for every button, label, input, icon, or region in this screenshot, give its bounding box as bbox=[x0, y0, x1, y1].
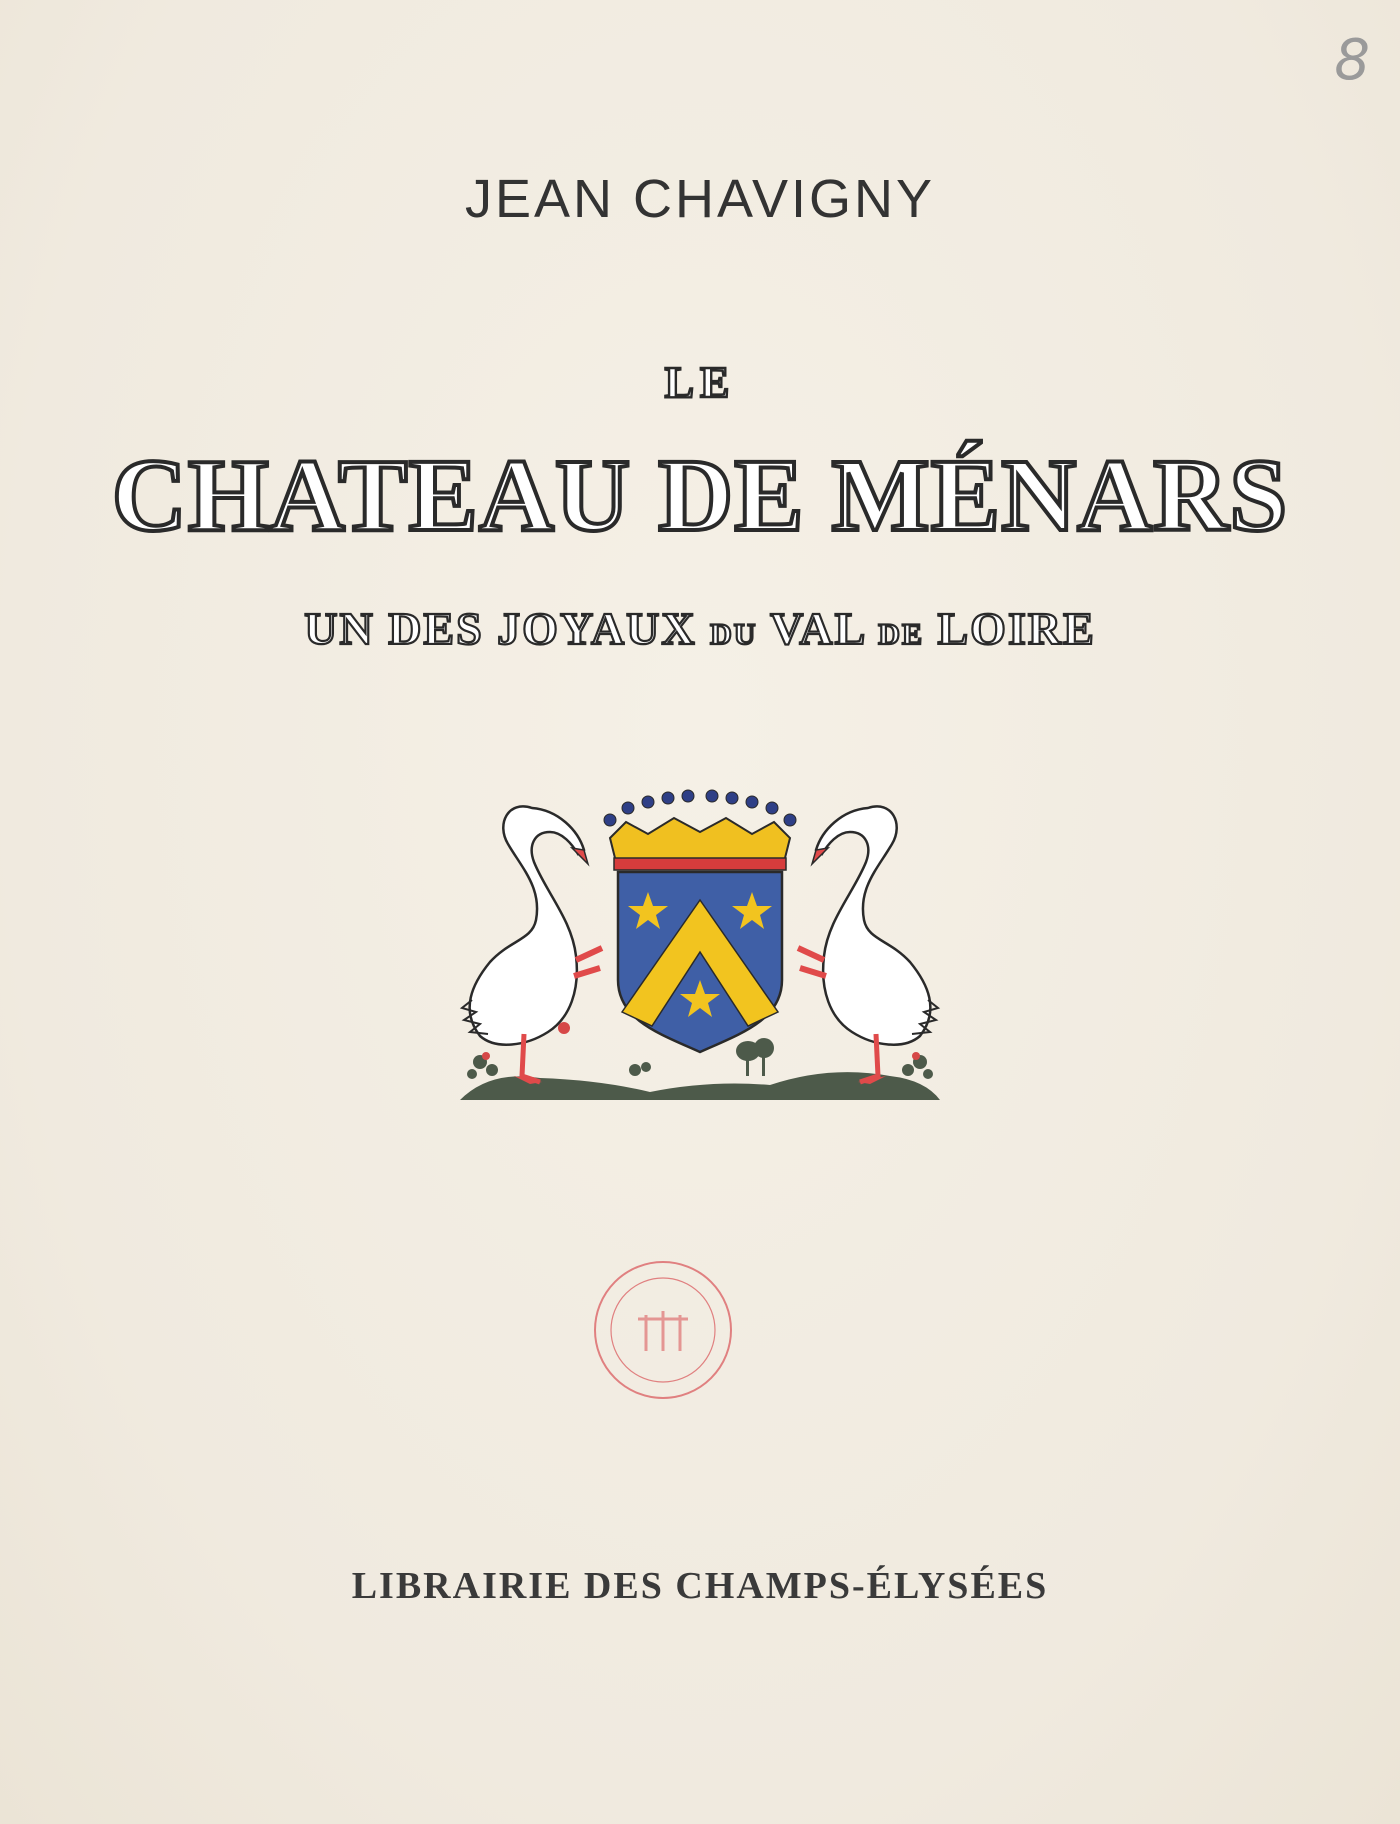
crown-icon bbox=[604, 790, 796, 870]
right-swan-icon bbox=[798, 806, 938, 1044]
subtitle-part: VAL bbox=[757, 603, 879, 654]
book-subtitle bbox=[0, 602, 1400, 655]
book-title: CHATEAU DE MÉNARS bbox=[111, 438, 1289, 553]
coat-of-arms bbox=[0, 780, 1400, 1115]
pencil-mark: 8 bbox=[1334, 28, 1370, 93]
library-stamp-icon bbox=[588, 1255, 738, 1405]
author-name: JEAN CHAVIGNY bbox=[464, 169, 936, 229]
shield-icon bbox=[618, 872, 782, 1052]
left-swan-icon bbox=[462, 806, 602, 1044]
subtitle-part: DE bbox=[878, 618, 924, 651]
title-article: LE bbox=[664, 358, 736, 407]
subtitle-part: LOIRE bbox=[923, 603, 1096, 654]
subtitle-part: DU bbox=[710, 618, 758, 651]
publisher-name: LIBRAIRIE DES CHAMPS-ÉLYSÉES bbox=[351, 1565, 1049, 1607]
coat-of-arms-with-swans-icon bbox=[450, 780, 950, 1110]
subtitle-part: UN DES JOYAUX bbox=[304, 603, 711, 654]
ground-icon bbox=[460, 1072, 940, 1100]
library-stamp bbox=[588, 1255, 738, 1410]
